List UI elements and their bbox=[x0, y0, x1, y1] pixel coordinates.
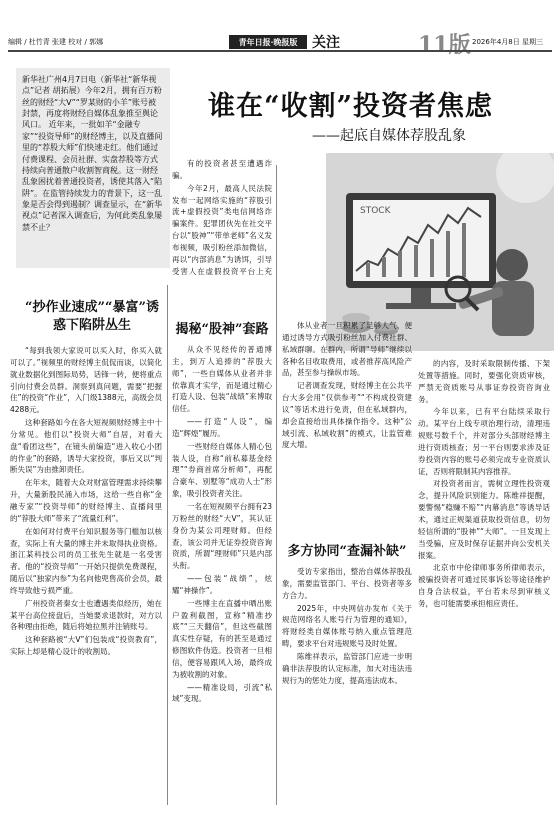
paragraph: “每到我领大家说可以买入时，你买入就可以了。”视频里的财经博主侃侃而谈，以简化就业数据化到图际局势，话锋一转，便将重点引向付费会员群。洞察到真问题，需要“把握住”的投资“作业”，入门级1388元，高级会员4288元。 bbox=[10, 346, 162, 415]
paragraph: 陈维祥表示，监管部门应进一步明确非法荐股的认定标准，加大对违法违规行为的惩处力度，提高违法成本。 bbox=[282, 651, 412, 685]
subheadline: ——起底自媒体荐股乱象 bbox=[312, 128, 466, 144]
intro-box: 新华社广州4月7日电（新华社“新华视点”记者 胡拓展）今年2月，拥有百万粉丝的财经“大V”“罗某财的小羊”账号被封禁，再度将财经自媒体乱象推至舆论风口。 近年来，一批如羊“金融专家”“投资导师”的财经博主，以及直播间里的“荐股大师”们快速走红。他们通过付费课程、会员社群、实盘荐股等方式持续向普通散户收割智商税。这一财经乱象困扰着普通投资者，诱使其落入“陷阱”。在监管持续发力的背景下，这一乱象是否会得到遏制？调查显示，在“新华视点”记者深入调查后，为何此类乱象屡禁不止？ bbox=[16, 68, 170, 268]
column-rule bbox=[276, 165, 277, 805]
monitor-label: STOCK bbox=[360, 206, 391, 216]
paragraph: 对投资者而言，需树立理性投资观念，提升风险识别能力。陈维祥提醒，要警惕“稳赚不赔”“内幕消息”等诱导话术，通过正规渠道获取投资信息，切勿轻信所谓的“股神”“大师”。一旦发现上当受骗，应及时保存证据并向公安机关报案。 bbox=[418, 479, 550, 560]
column-rule bbox=[167, 285, 168, 805]
paragraph: 北京市中伦律师事务所律师表示，被骗投资者可通过民事诉讼等途径维护自身合法权益，平台若未尽到审核义务，也可能需要承担相应责任。 bbox=[418, 563, 550, 608]
col2-top bbox=[172, 158, 272, 278]
paragraph: 在年末，随着大众对财富管理需求持续攀升，大量新股民涌入市场，这给一些自称“金融专家”“投资导师”的财经博主、直播间里的“荐股大师”带来了“流量红利”。 bbox=[10, 478, 162, 523]
col3-body bbox=[282, 566, 412, 804]
paragraph: 一些财经自媒体人精心包装人设，自称“前私募基金经理”“券商首席分析师”，再配合豪车、别墅等“成功人士”形象，吸引投资者关注。 bbox=[172, 441, 272, 499]
paragraph: ——包装“战绩”，炫耀“神操作”。 bbox=[172, 574, 272, 595]
paragraph: 一些博主在直播中晒出账户盈利截图，宣称“精准抄底”“三天翻倍”，但这些截图真实性存疑，有的甚至是通过修图软件伪造。投资者一旦相信，便容易跟风入场，最终成为被收割的对象。 bbox=[172, 598, 272, 679]
section-label: 关注 bbox=[312, 35, 340, 51]
col1-heading: “抄作业速成”“暴富”诱惑下陷阱丛生 bbox=[25, 300, 159, 333]
header-rule bbox=[8, 50, 552, 52]
paragraph: 2025年，中央网信办发布《关于规范网络名人账号行为管理的通知》，将财经类自媒体账号纳入重点管理范畴，要求平台对违规账号及时处置。 bbox=[282, 603, 412, 649]
paragraph: 广州投资者秦女士也遭遇类似经历，她在某平台高位接盘后，当她要求退款时，对方以各种理由拒绝，随后将她拉黑并注销账号。 bbox=[10, 598, 162, 632]
paragraph: ——精准设局，引流“私域”变现。 bbox=[172, 682, 272, 704]
col4-body bbox=[418, 358, 550, 804]
paragraph: 有的投资者甚至遭遇诈骗。 bbox=[172, 159, 272, 180]
editor-credits: 编辑 / 杜竹青 张建 校对 / 郭娜 bbox=[8, 38, 104, 46]
paragraph: 体从业者一旦积累了足够人气，便通过诱导方式吸引粉丝加入付费社群、私域群聊。在群内，所谓“导师”继续以各种名目收取费用，或者推荐高风险产品，甚至参与操纵市场。 bbox=[282, 321, 412, 378]
paragraph: 今年以来，已有平台陆续采取行动。某平台上线专项治理行动，清理违规账号数千个，并对部分头部财经博主进行资质核查；另一平台则要求涉及证券投资内容的账号必须完成专业资质认证，否则将限制其内容推荐。 bbox=[418, 407, 550, 476]
paragraph: 在如何对付费平台知识服务等门槛加以核查，实际上有大量的博主并未取得执业资格。浙江某科技公司的员工张先生就是一名受害者。他的“投资导师”一开始只提供免费课程，随后以“独家内参”为名向他兜售高价会员，最终导致他亏损严重。 bbox=[10, 526, 162, 595]
paragraph: 从众不见经传的普通博主，到万人追捧的“荐股大师”，一些自媒体从业者并非依靠真才实学，而是通过精心打造人设、包装“战绩”来博取信任。 bbox=[172, 345, 272, 414]
masthead-logo: 青年日报·晚报版 bbox=[229, 35, 307, 49]
col3-heading: 多方协同“查漏补缺” bbox=[287, 544, 407, 559]
col1-body bbox=[10, 345, 162, 803]
paragraph: 这种套路被“大V”们包装成“投资教育”，实际上却是精心设计的收割局。 bbox=[10, 635, 162, 657]
page-header bbox=[0, 0, 560, 58]
col2-body bbox=[172, 344, 272, 804]
paragraph: 受访专家指出，整治自媒体荐股乱象，需要监管部门、平台、投资者等多方合力。 bbox=[282, 567, 412, 600]
col2-heading: 揭秘“股神”套路 bbox=[175, 322, 269, 337]
paragraph: 记者调查发现，财经博主在公共平台大多会用“仅供参考”“不构成投资建议”等话术进行免责，但在私域群内，却会直接给出具体操作指令。这种“公域引流、私域收割”的模式，让监管难度大增。 bbox=[282, 381, 412, 450]
paragraph: 的内容，及时采取限制传播、下架处置等措施。同时，要强化资质审核，严禁无资质账号从事证券投资咨询业务。 bbox=[418, 359, 550, 404]
col3-top bbox=[282, 320, 412, 520]
paragraph: 今年2月，最高人民法院发布一起网络实施的“荐股引流+虚假投资”类电信网络诈骗案件。犯罪团伙先在社交平台以“股神”“带单老师”名义发布视频，吸引粉丝添加微信，再以“内部消息”为诱饵，引导受害人在虚假投资平台上充 bbox=[172, 183, 272, 276]
paragraph: 一名在短视频平台拥有23万粉丝的财经“大V”，其认证身份为某公司理财师。但经查，该公司并无证券投资咨询资质，所谓“理财师”只是内部头衔。 bbox=[172, 501, 272, 571]
page-number: 11版 bbox=[418, 32, 471, 58]
paragraph: ——打造“人设”，编造“辉煌”履历。 bbox=[172, 417, 272, 438]
page-date: 2026年4月8日 星期三 bbox=[472, 38, 543, 46]
paragraph: 这种套路如今在各大短视频财经博主中十分常见。他们以“投资大师”自居，对看大盘“看团这些”，在镜头前编造“进入收心小团的作业”的套路，诱导大家投资，事后又以“判断失误”为由推卸责任。 bbox=[10, 418, 162, 475]
headline: 谁在“收割”投资者焦虑 bbox=[208, 91, 494, 122]
